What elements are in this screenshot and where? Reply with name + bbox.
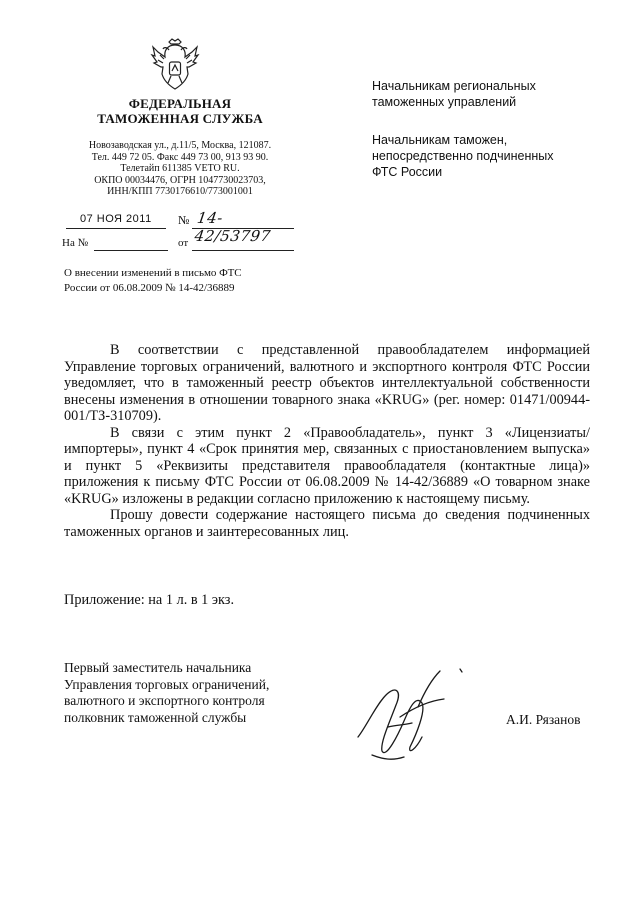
registration-number: 14-42/53797 — [193, 209, 272, 245]
from-underline — [192, 250, 294, 251]
coat-of-arms-emblem — [150, 38, 200, 90]
organization-name-line-2: ТАМОЖЕННАЯ СЛУЖБА — [97, 111, 263, 126]
address-line: ИНН/КПП 7730176610/773001001 — [107, 186, 253, 197]
recipient-group-1 — [372, 78, 602, 110]
signer-title-line: полковник таможенной службы — [64, 709, 247, 725]
signer-name: А.И. Рязанов — [506, 712, 581, 727]
address-line: Новозаводская ул., д.11/5, Москва, 121087. — [88, 140, 272, 151]
recipient-group-2 — [372, 132, 602, 180]
handwritten-signature — [352, 665, 467, 770]
recipient-line: Начальникам таможен, — [372, 133, 508, 147]
number-underline — [192, 228, 294, 229]
letter-body — [64, 342, 590, 540]
from-label: от — [178, 237, 189, 249]
letter-subject — [64, 266, 304, 296]
recipient-line: таможенных управлений — [372, 95, 517, 109]
body-paragraph: В соответствии с представленной правообладателем информацией Управление торговых ограничений, валютного и экспортного контроля ФТС России уведомляет, что в таможенный реестр объектов интеллектуальной собственности внесены изменения в отношении товарного знака «KRUG» (рег. номер: 01471/00944-001/ТЗ-310709). — [64, 342, 590, 424]
subject-line-2: России от 06.08.2009 № 14-42/36889 — [64, 282, 235, 294]
recipient-line: непосредственно подчиненных — [372, 149, 554, 163]
organization-address — [60, 140, 300, 198]
organization-name-line-1: ФЕДЕРАЛЬНАЯ — [128, 96, 232, 111]
number-sign: № — [178, 213, 190, 227]
signer-title-line: Первый заместитель начальника — [64, 660, 252, 675]
address-line: Телетайп 611385 VETO RU. — [120, 163, 240, 174]
subject-line-1: О внесении изменений в письмо ФТС — [64, 267, 242, 279]
recipients-block — [372, 78, 602, 202]
signer-title-line: валютного и экспортного контроля — [64, 693, 265, 708]
recipient-line: ФТС России — [372, 165, 443, 179]
signer-title — [64, 660, 344, 726]
organization-name — [60, 96, 300, 126]
address-line: ОКПО 00034476, ОГРН 1047730023703, — [94, 174, 266, 186]
body-paragraph: Прошу довести содержание настоящего письма до сведения подчиненных таможенных органов и заинтересованных лиц. — [64, 507, 590, 540]
date-underline — [66, 228, 166, 229]
signer-title-line: Управления торговых ограничений, — [64, 676, 270, 692]
on-number-label: На № — [62, 237, 89, 249]
letter-date: 07 НОЯ 2011 — [80, 213, 152, 225]
address-line: Тел. 449 72 05. Факс 449 73 00, 913 93 90. — [91, 151, 269, 163]
on-number-underline — [94, 250, 168, 251]
attachment-note: Приложение: на 1 л. в 1 экз. — [64, 592, 235, 608]
body-paragraph: В связи с этим пункт 2 «Правообладатель», пункт 3 «Лицензиаты/импортеры», пункт 4 «Срок принятия мер, связанных с приостановлением выпуска» и пункт 5 «Реквизиты представителя правообладателя (контактные лица)» приложения к письму ФТС России от 06.08.2009 № 14-42/36889 «О товарном знаке «KRUG» изложены в редакции согласно приложению к настоящему письму. — [64, 424, 590, 507]
reference-line — [62, 235, 294, 253]
recipient-line: Начальникам региональных — [372, 79, 536, 93]
